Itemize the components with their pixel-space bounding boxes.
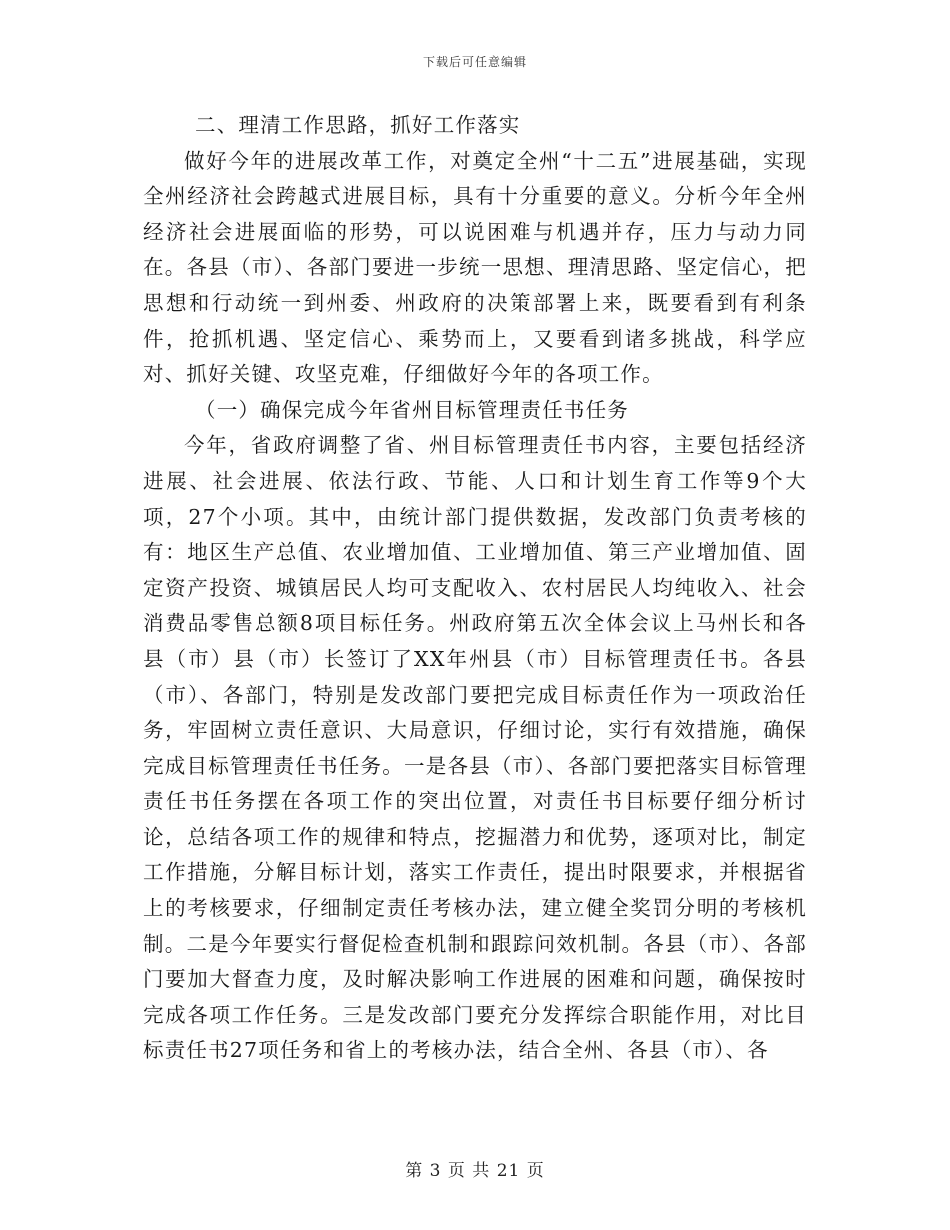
paragraph: 今年，省政府调整了省、州目标管理责任书内容，主要包括经济进展、社会进展、依法行政、节能、人口和计划生育工作等9个大项，27个小项。其中，由统计部门提供数据，发改部门负责考核的有：地区生产总值、农业增加值、工业增加值、第三产业增加值、固定资产投资、城镇居民人均可支配收入、农村居民人均纯收入、社会消费品零售总额8项目标任务。州政府第五次全体会议上马州长和各县（市）县（市）长签订了XX年州县（市）目标管理责任书。各县（市）、各部门，特别是发改部门要把完成目标责任作为一项政治任务，牢固树立责任意识、大局意识，仔细讨论，实行有效措施，确保完成目标管理责任书任务。一是各县（市）、各部门要把落实目标管理责任书任务摆在各项工作的突出位置，对责任书目标要仔细分析讨论，总结各项工作的规律和特点，挖掘潜力和优势，逐项对比，制定工作措施，分解目标计划，落实工作责任，提出时限要求，并根据省上的考核要求，仔细制定责任考核办法，建立健全奖罚分明的考核机制。二是今年要实行督促检查机制和跟踪问效机制。各县（市）、各部门要加大督查力度，及时解决影响工作进展的困难和问题，确保按时完成各项工作任务。三是发改部门要充分发挥综合职能作用，对比目标责任书27项任务和省上的考核办法，结合全州、各县（市）、各 (143, 433, 807, 1063)
document-body (143, 108, 807, 1069)
subsection-heading: （一）确保完成今年省州目标管理责任书任务 (195, 397, 629, 422)
page-header: 下载后可任意编辑 (422, 55, 527, 69)
section-heading: 二、理清工作思路，抓好工作落实 (195, 113, 521, 137)
page-number: 第 3 页 共 21 页 (405, 1161, 545, 1181)
paragraph: 做好今年的进展改革工作，对奠定全州“十二五”进展基础，实现全州经济社会跨越式进展目标，具有十分重要的意义。分析今年全州经济社会进展面临的形势，可以说困难与机遇并存，压力与动力同在。各县（市）、各部门要进一步统一思想、理清思路、坚定信心，把思想和行动统一到州委、州政府的决策部署上来，既要看到有利条件，抢抓机遇、坚定信心、乘势而上，又要看到诸多挑战，科学应对、抓好关键、攻坚克难，仔细做好今年的各项工作。 (143, 148, 807, 387)
